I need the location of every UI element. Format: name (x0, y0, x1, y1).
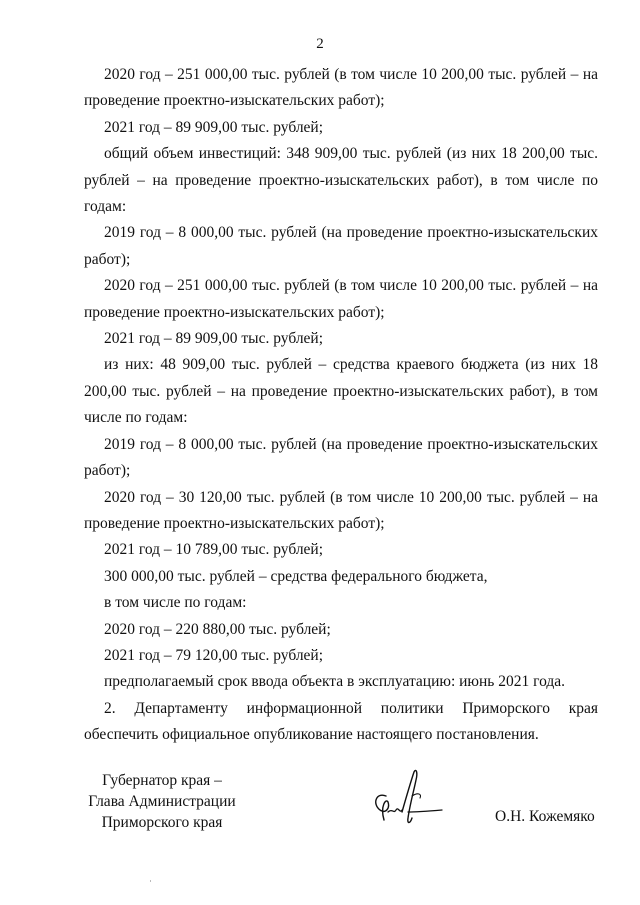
paragraph: в том числе по годам: (104, 594, 247, 612)
paragraph: 300 000,00 тыс. рублей – средства федерального бюджета, (104, 567, 488, 585)
paragraph: из них: 48 909,00 тыс. рублей – средства краевого бюджета (из них 18 200,00 тыс. рублей – на проведение проектно-изыскательских работ), в том числе по годам: (84, 356, 598, 427)
signatory-position-line: Приморского края (101, 814, 223, 831)
paragraph: 2020 год – 251 000,00 тыс. рублей (в том числе 10 200,00 тыс. рублей – на проведение проектно-изыскательских работ); (84, 277, 598, 321)
page-number: 2 (316, 36, 324, 52)
paragraph: 2021 год – 89 909,00 тыс. рублей; (104, 118, 324, 136)
paragraph: 2020 год – 251 000,00 тыс. рублей (в том числе 10 200,00 тыс. рублей – на проведение проектно-изыскательских работ); (84, 66, 598, 110)
paragraph: 2. Департаменту информационной политики Приморского края обеспечить официальное опубликование настоящего постановления. (84, 699, 598, 744)
signatory-name: О.Н. Кожемяко (495, 808, 595, 825)
signatory-position-line: Глава Администрации (88, 793, 236, 810)
document-body (84, 62, 598, 749)
signatory-position (82, 770, 242, 833)
paragraph: 2020 год – 30 120,00 тыс. рублей (в том числе 10 200,00 тыс. рублей – на проведение проектно-изыскательских работ); (84, 488, 598, 532)
paragraph: общий объем инвестиций: 348 909,00 тыс. рублей (из них 18 200,00 тыс. рублей – на проведение проектно-изыскательских работ), в том числе по годам: (84, 145, 598, 216)
paragraph: 2021 год – 10 789,00 тыс. рублей; (104, 541, 324, 559)
handwritten-signature (368, 768, 444, 830)
paragraph: 2021 год – 79 120,00 тыс. рублей; (104, 646, 324, 664)
signature-block (0, 770, 640, 840)
paragraph: 2019 год – 8 000,00 тыс. рублей (на проведение проектно-изыскательских работ); (84, 435, 598, 480)
paragraph: 2021 год – 89 909,00 тыс. рублей; (104, 330, 324, 348)
paragraph: 2019 год – 8 000,00 тыс. рублей (на проведение проектно-изыскательских работ); (84, 224, 598, 268)
signatory-position-line: Губернатор края – (102, 772, 222, 789)
paragraph: предполагаемый срок ввода объекта в эксплуатацию: июнь 2021 года. (104, 673, 566, 691)
scan-artifact-dot (150, 880, 151, 882)
paragraph: 2020 год – 220 880,00 тыс. рублей; (104, 620, 331, 638)
